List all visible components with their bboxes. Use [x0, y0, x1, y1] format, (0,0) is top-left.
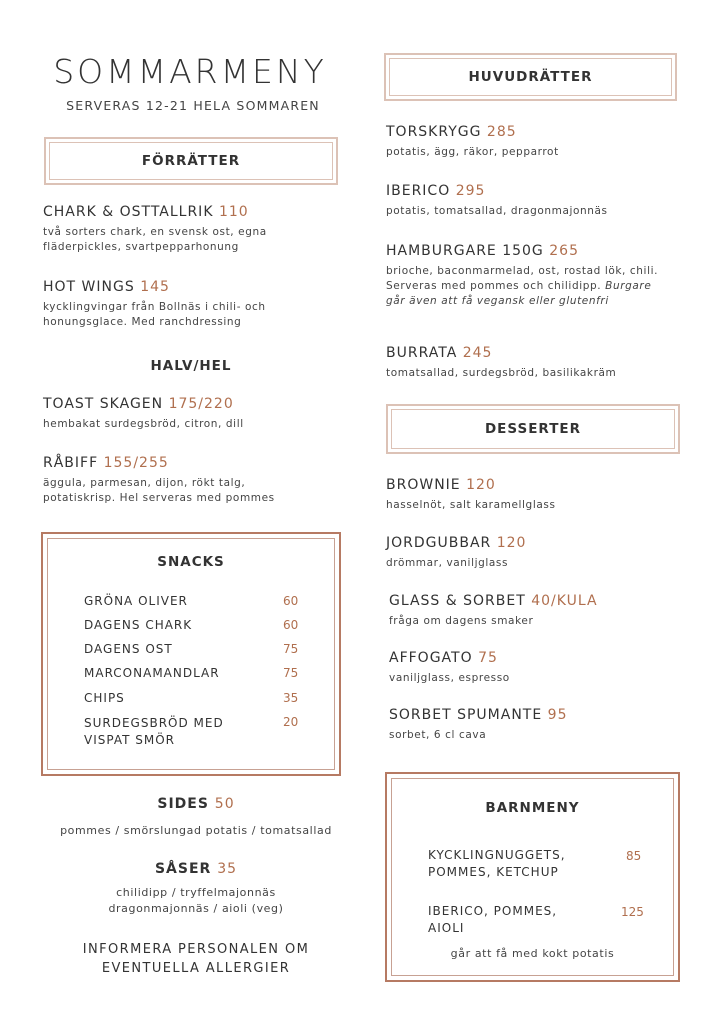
item-price: 285: [486, 124, 517, 140]
snacks-box: [41, 532, 341, 776]
snack-name: SURDEGSBRÖD MED VISPAT SMÖR: [84, 716, 224, 747]
snack-price: 60: [283, 594, 299, 608]
menu-item: [386, 243, 686, 309]
item-price: 295: [455, 183, 486, 199]
item-description: fråga om dagens smaker: [389, 615, 534, 627]
page-title: SOMMARMENY: [53, 52, 327, 91]
menu-item: [389, 650, 689, 686]
item-description: hasselnöt, salt karamellglass: [386, 499, 556, 511]
barnmeny-item-price: 85: [626, 849, 642, 863]
item-name: BROWNIE: [386, 477, 461, 493]
menu-item: [389, 707, 689, 743]
menu-item: [386, 183, 686, 219]
item-description: vaniljglass, espresso: [389, 672, 510, 684]
barnmeny-note: går att få med kokt potatis: [450, 947, 615, 960]
menu-item: [43, 396, 343, 432]
item-price: 120: [466, 477, 496, 493]
saser-price: 35: [217, 861, 238, 877]
item-price: 40/KULA: [531, 593, 598, 609]
saser-line: dragonmajonnäs / aioli (veg): [108, 902, 284, 915]
desserter-heading-box: [386, 404, 680, 454]
sides-heading-row: [40, 796, 352, 812]
saser-heading-row: [40, 861, 352, 877]
item-name: TORSKRYGG: [386, 124, 482, 140]
snack-name: DAGENS OST: [84, 642, 173, 656]
allergy-note: [30, 940, 362, 978]
snack-name: CHIPS: [84, 691, 125, 705]
snacks-heading: SNACKS: [157, 554, 225, 570]
menu-item: [43, 279, 343, 330]
item-name: TOAST SKAGEN: [43, 396, 164, 412]
snack-price: 60: [283, 618, 299, 632]
snack-name: GRÖNA OLIVER: [84, 594, 188, 608]
barnmeny-item-name: KYCKLINGNUGGETS, POMMES, KETCHUP: [428, 848, 566, 879]
item-description: äggula, parmesan, dijon, rökt talg, potatiskrisp. Hel serveras med pommes: [43, 477, 275, 504]
halvhel-heading: HALV/HEL: [150, 358, 232, 374]
item-description: potatis, tomatsallad, dragonmajonnäs: [386, 205, 608, 217]
item-price: 155/255: [103, 455, 169, 471]
huvudratter-heading-box: [384, 53, 677, 101]
item-price: 145: [140, 279, 170, 295]
menu-item: [43, 204, 343, 255]
allergy-line: INFORMERA PERSONALEN OM: [82, 942, 310, 957]
item-price: 265: [549, 243, 579, 259]
item-name: HOT WINGS: [43, 279, 135, 295]
snack-name: DAGENS CHARK: [84, 618, 193, 632]
item-description: potatis, ägg, räkor, pepparrot: [386, 146, 559, 158]
snack-price: 75: [283, 666, 299, 680]
item-name: AFFOGATO: [389, 650, 473, 666]
item-name: HAMBURGARE 150G: [386, 243, 544, 259]
barnmeny-heading: BARNMENY: [485, 800, 580, 816]
item-name: RÅBIFF: [43, 455, 99, 471]
barnmeny-item-price: 125: [621, 905, 644, 919]
item-name: CHARK & OSTTALLRIK: [43, 204, 214, 220]
item-name: SORBET SPUMANTE: [389, 707, 543, 723]
menu-item: [386, 345, 686, 381]
sides-price: 50: [214, 796, 235, 812]
item-description: kycklingvingar från Bollnäs i chili- och honungsglace. Med ranchdressing: [43, 301, 266, 328]
menu-item: [386, 124, 686, 160]
snack-price: 35: [283, 691, 299, 705]
snack-name: MARCONAMANDLAR: [84, 666, 220, 680]
item-name: JORDGUBBAR: [386, 535, 492, 551]
item-price: 110: [218, 204, 249, 220]
menu-item: [386, 535, 686, 571]
item-description: två sorters chark, en svensk ost, egna fläderpickles, svartpepparhonung: [43, 226, 267, 253]
item-price: 95: [547, 707, 568, 723]
menu-item: [386, 477, 686, 513]
item-price: 75: [478, 650, 498, 666]
item-description: drömmar, vaniljglass: [386, 557, 509, 569]
forratter-heading-box: [44, 137, 338, 185]
item-note: Burgare går även att få vegansk eller glutenfri: [386, 280, 652, 307]
item-name: IBERICO: [386, 183, 451, 199]
item-description: tomatsallad, surdegsbröd, basilikakräm: [386, 367, 617, 379]
item-price: 245: [462, 345, 493, 361]
desserter-heading: DESSERTER: [391, 409, 675, 449]
item-name: GLASS & SORBET: [389, 593, 526, 609]
snack-price: 75: [283, 642, 299, 656]
item-price: 175/220: [168, 396, 234, 412]
forratter-heading: FÖRRÄTTER: [49, 142, 333, 180]
barnmeny-box: [385, 772, 680, 982]
snack-price: 20: [283, 715, 299, 729]
sides-heading: SIDES: [157, 796, 209, 812]
item-description: sorbet, 6 cl cava: [389, 729, 487, 741]
sides-text: pommes / smörslungad potatis / tomatsallad: [60, 824, 332, 837]
huvudratter-heading: HUVUDRÄTTER: [389, 58, 672, 96]
barnmeny-item-name: IBERICO, POMMES, AIOLI: [428, 904, 558, 935]
menu-item: [389, 593, 689, 629]
item-price: 120: [496, 535, 527, 551]
saser-heading: SÅSER: [154, 861, 212, 877]
allergy-line: EVENTUELLA ALLERGIER: [101, 961, 291, 976]
item-description: brioche, baconmarmelad, ost, rostad lök, chili. Serveras med pommes och chilidipp.: [386, 265, 659, 292]
item-name: BURRATA: [386, 345, 458, 361]
page-subtitle: SERVERAS 12-21 HELA SOMMAREN: [66, 98, 320, 113]
saser-line: chilidipp / tryffelmajonnäs: [116, 886, 276, 899]
item-description: hembakat surdegsbröd, citron, dill: [43, 418, 244, 430]
menu-item: [43, 455, 343, 506]
